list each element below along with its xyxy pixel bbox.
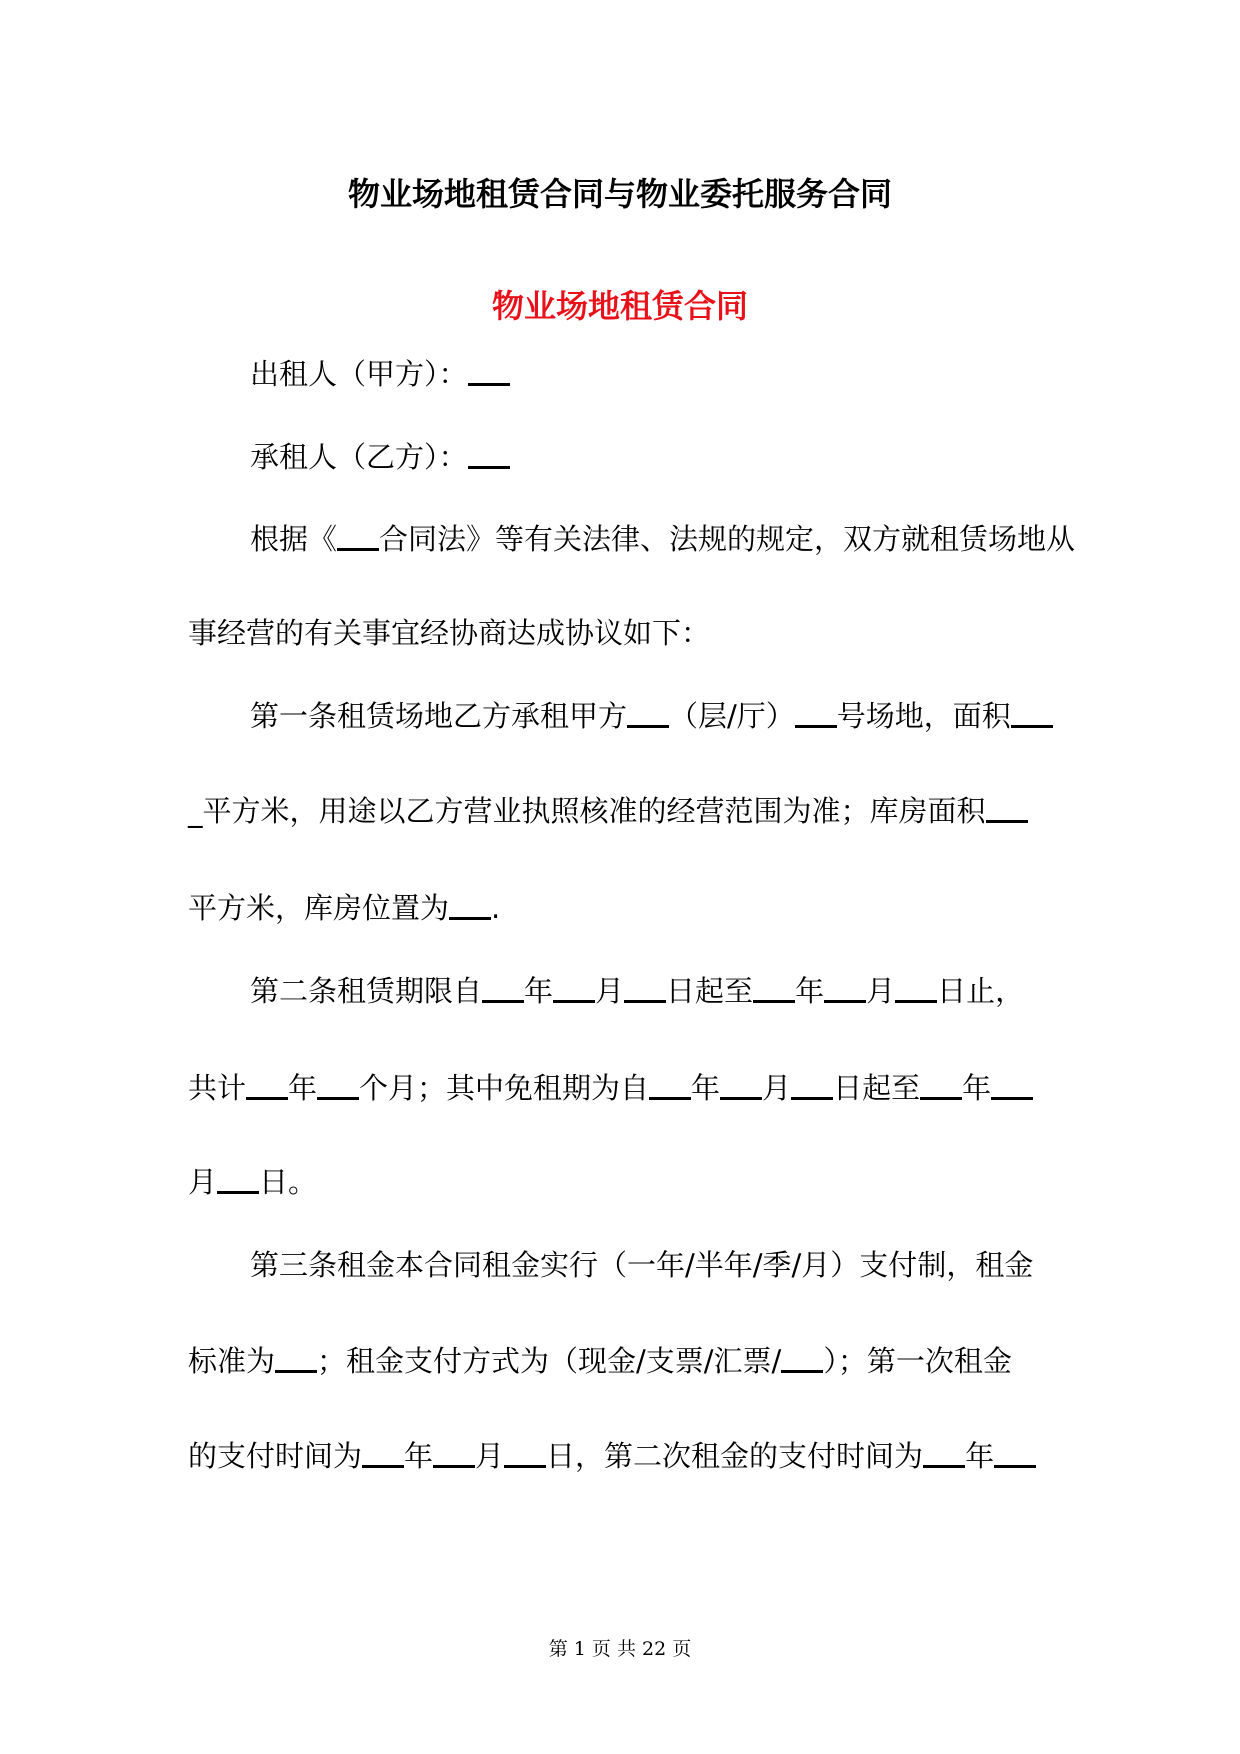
paragraph-line: [250, 696, 1130, 736]
line-text: 的支付时间为: [188, 1439, 363, 1473]
fill-in-blank: [649, 1068, 691, 1100]
line-text: 年: [288, 1071, 318, 1105]
contract-subtitle: 物业场地租赁合同: [491, 287, 748, 325]
fill-in-blank: [468, 354, 510, 386]
fill-in-blank: [362, 1436, 404, 1468]
fill-in-blank: [246, 1068, 288, 1100]
paragraph-line: [188, 888, 1068, 928]
paragraph-line: [250, 519, 1130, 559]
fill-in-blank: [923, 1436, 965, 1468]
fill-in-blank: [1011, 696, 1053, 728]
page-number: 第 1 页 共 22 页: [548, 1638, 692, 1660]
line-text: 事经营的有关事宜经协商达成协议如下：: [188, 616, 711, 650]
line-text: 日。: [259, 1165, 318, 1199]
line-text: ）；第一次租金: [823, 1344, 1012, 1378]
line-text: ；租金支付方式为（现金/支票/汇票/: [317, 1344, 782, 1378]
line-text: 日，第二次租金的支付时间为: [546, 1439, 924, 1473]
fill-in-blank: [781, 1341, 823, 1373]
line-text: 日起至: [833, 1071, 921, 1105]
fill-in-blank: [991, 1068, 1033, 1100]
line-text: 年: [962, 1071, 992, 1105]
paragraph-line: [188, 613, 1068, 653]
line-text: 月: [475, 1439, 505, 1473]
fill-in-blank: [895, 971, 937, 1003]
paragraph-line: [250, 1245, 1130, 1285]
fill-in-blank: [275, 1341, 317, 1373]
line-text: 日起至: [666, 974, 754, 1008]
line-text: 出租人（甲方）：: [250, 357, 468, 391]
line-text: 合同法》等有关法律、法规的规定，双方就租赁场地从: [379, 522, 1076, 556]
fill-in-blank: [753, 971, 795, 1003]
fill-in-blank: [791, 1068, 833, 1100]
line-text: 月: [188, 1165, 218, 1199]
fill-in-blank: [553, 971, 595, 1003]
paragraph-line: [188, 1436, 1068, 1476]
fill-in-blank: [986, 791, 1028, 823]
line-text: 年: [691, 1071, 721, 1105]
fill-in-blank: [317, 1068, 359, 1100]
fill-in-blank: [627, 696, 669, 728]
paragraph-line: [188, 1162, 1068, 1202]
document-title: 物业场地租赁合同与物业委托服务合同: [347, 175, 892, 213]
fill-in-blank: [433, 1436, 475, 1468]
lessor-line: [250, 354, 1130, 394]
line-text: .: [491, 891, 501, 925]
line-text: 年: [524, 974, 554, 1008]
line-text: 承租人（乙方）：: [250, 440, 468, 474]
fill-in-blank: [824, 971, 866, 1003]
line-text: _平方米，用途以乙方营业执照核准的经营范围为准；库房面积: [188, 794, 986, 828]
paragraph-line: [188, 791, 1068, 831]
fill-in-blank: [720, 1068, 762, 1100]
line-text: 第一条租赁场地乙方承租甲方: [250, 699, 628, 733]
line-text: 年: [965, 1439, 995, 1473]
line-text: 年: [795, 974, 825, 1008]
fill-in-blank: [337, 519, 379, 551]
line-text: 年: [404, 1439, 434, 1473]
paragraph-line: [188, 1341, 1068, 1381]
line-text: 第二条租赁期限自: [250, 974, 483, 1008]
line-text: 日止，: [937, 974, 1025, 1008]
paragraph-line: [250, 971, 1130, 1011]
fill-in-blank: [217, 1162, 259, 1194]
line-text: 标准为: [188, 1344, 276, 1378]
line-text: （层/厅）: [669, 699, 795, 733]
line-text: 月: [762, 1071, 792, 1105]
fill-in-blank: [468, 437, 510, 469]
line-text: 个月；其中免租期为自: [359, 1071, 650, 1105]
fill-in-blank: [795, 696, 837, 728]
line-text: 月: [866, 974, 896, 1008]
fill-in-blank: [624, 971, 666, 1003]
lessee-line: [250, 437, 1130, 477]
line-text: 第三条租金本合同租金实行（一年/半年/季/月）支付制，租金: [250, 1248, 1034, 1282]
paragraph-line: [188, 1068, 1068, 1108]
line-text: 根据《: [250, 522, 338, 556]
line-text: 月: [595, 974, 625, 1008]
fill-in-blank: [449, 888, 491, 920]
fill-in-blank: [920, 1068, 962, 1100]
fill-in-blank: [504, 1436, 546, 1468]
line-text: 号场地，面积: [836, 699, 1011, 733]
fill-in-blank: [994, 1436, 1036, 1468]
fill-in-blank: [482, 971, 524, 1003]
line-text: 共计: [188, 1071, 247, 1105]
line-text: 平方米，库房位置为: [188, 891, 450, 925]
